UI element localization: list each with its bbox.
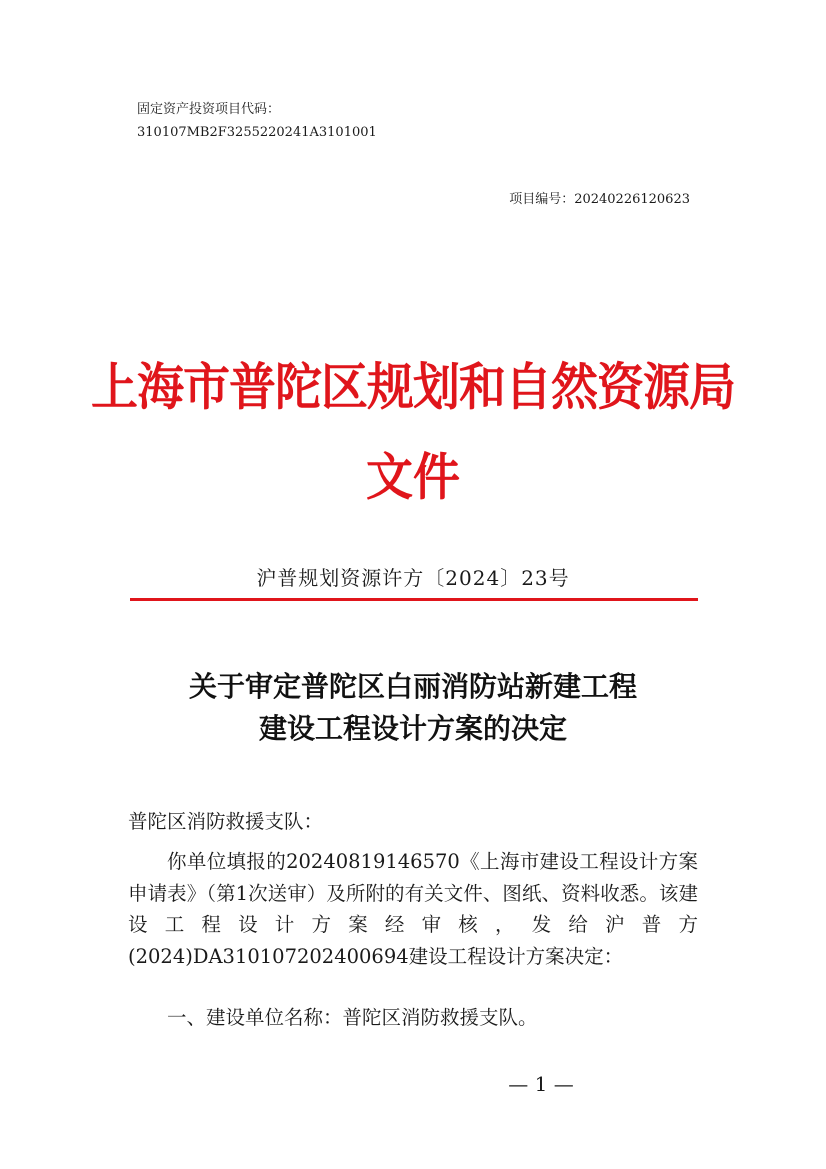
document-title-line-2: 建设工程设计方案的决定	[258, 712, 567, 745]
project-number: 项目编号：20240226120623	[509, 192, 690, 207]
fixed-asset-code-label: 固定资产投资项目代码：	[137, 102, 281, 117]
document-title-line-1: 关于审定普陀区白丽消防站新建工程	[188, 670, 637, 703]
body-paragraph: 你单位填报的20240819146570《上海市建设工程设计方案申请表》（第1次送审）及所附的有关文件、图纸、资料收悉。该建设工程设计方案经审核，发给沪普方(2024)DA310107202400694建设工程设计方案决定：	[128, 850, 698, 968]
page-number: — 1 —	[508, 1072, 574, 1096]
letterhead-org-name: 上海市普陀区规划和自然资源局	[91, 358, 735, 418]
body-item-1: 一、建设单位名称：普陀区消防救援支队。	[167, 1006, 538, 1029]
letterhead-red-divider	[130, 598, 698, 601]
letterhead-suffix: 文件	[366, 448, 460, 508]
fixed-asset-code-value: 310107MB2F3255220241A3101001	[137, 125, 377, 140]
document-number: 沪普规划资源许方〔2024〕23号	[256, 566, 570, 590]
addressee: 普陀区消防救援支队：	[128, 810, 324, 833]
